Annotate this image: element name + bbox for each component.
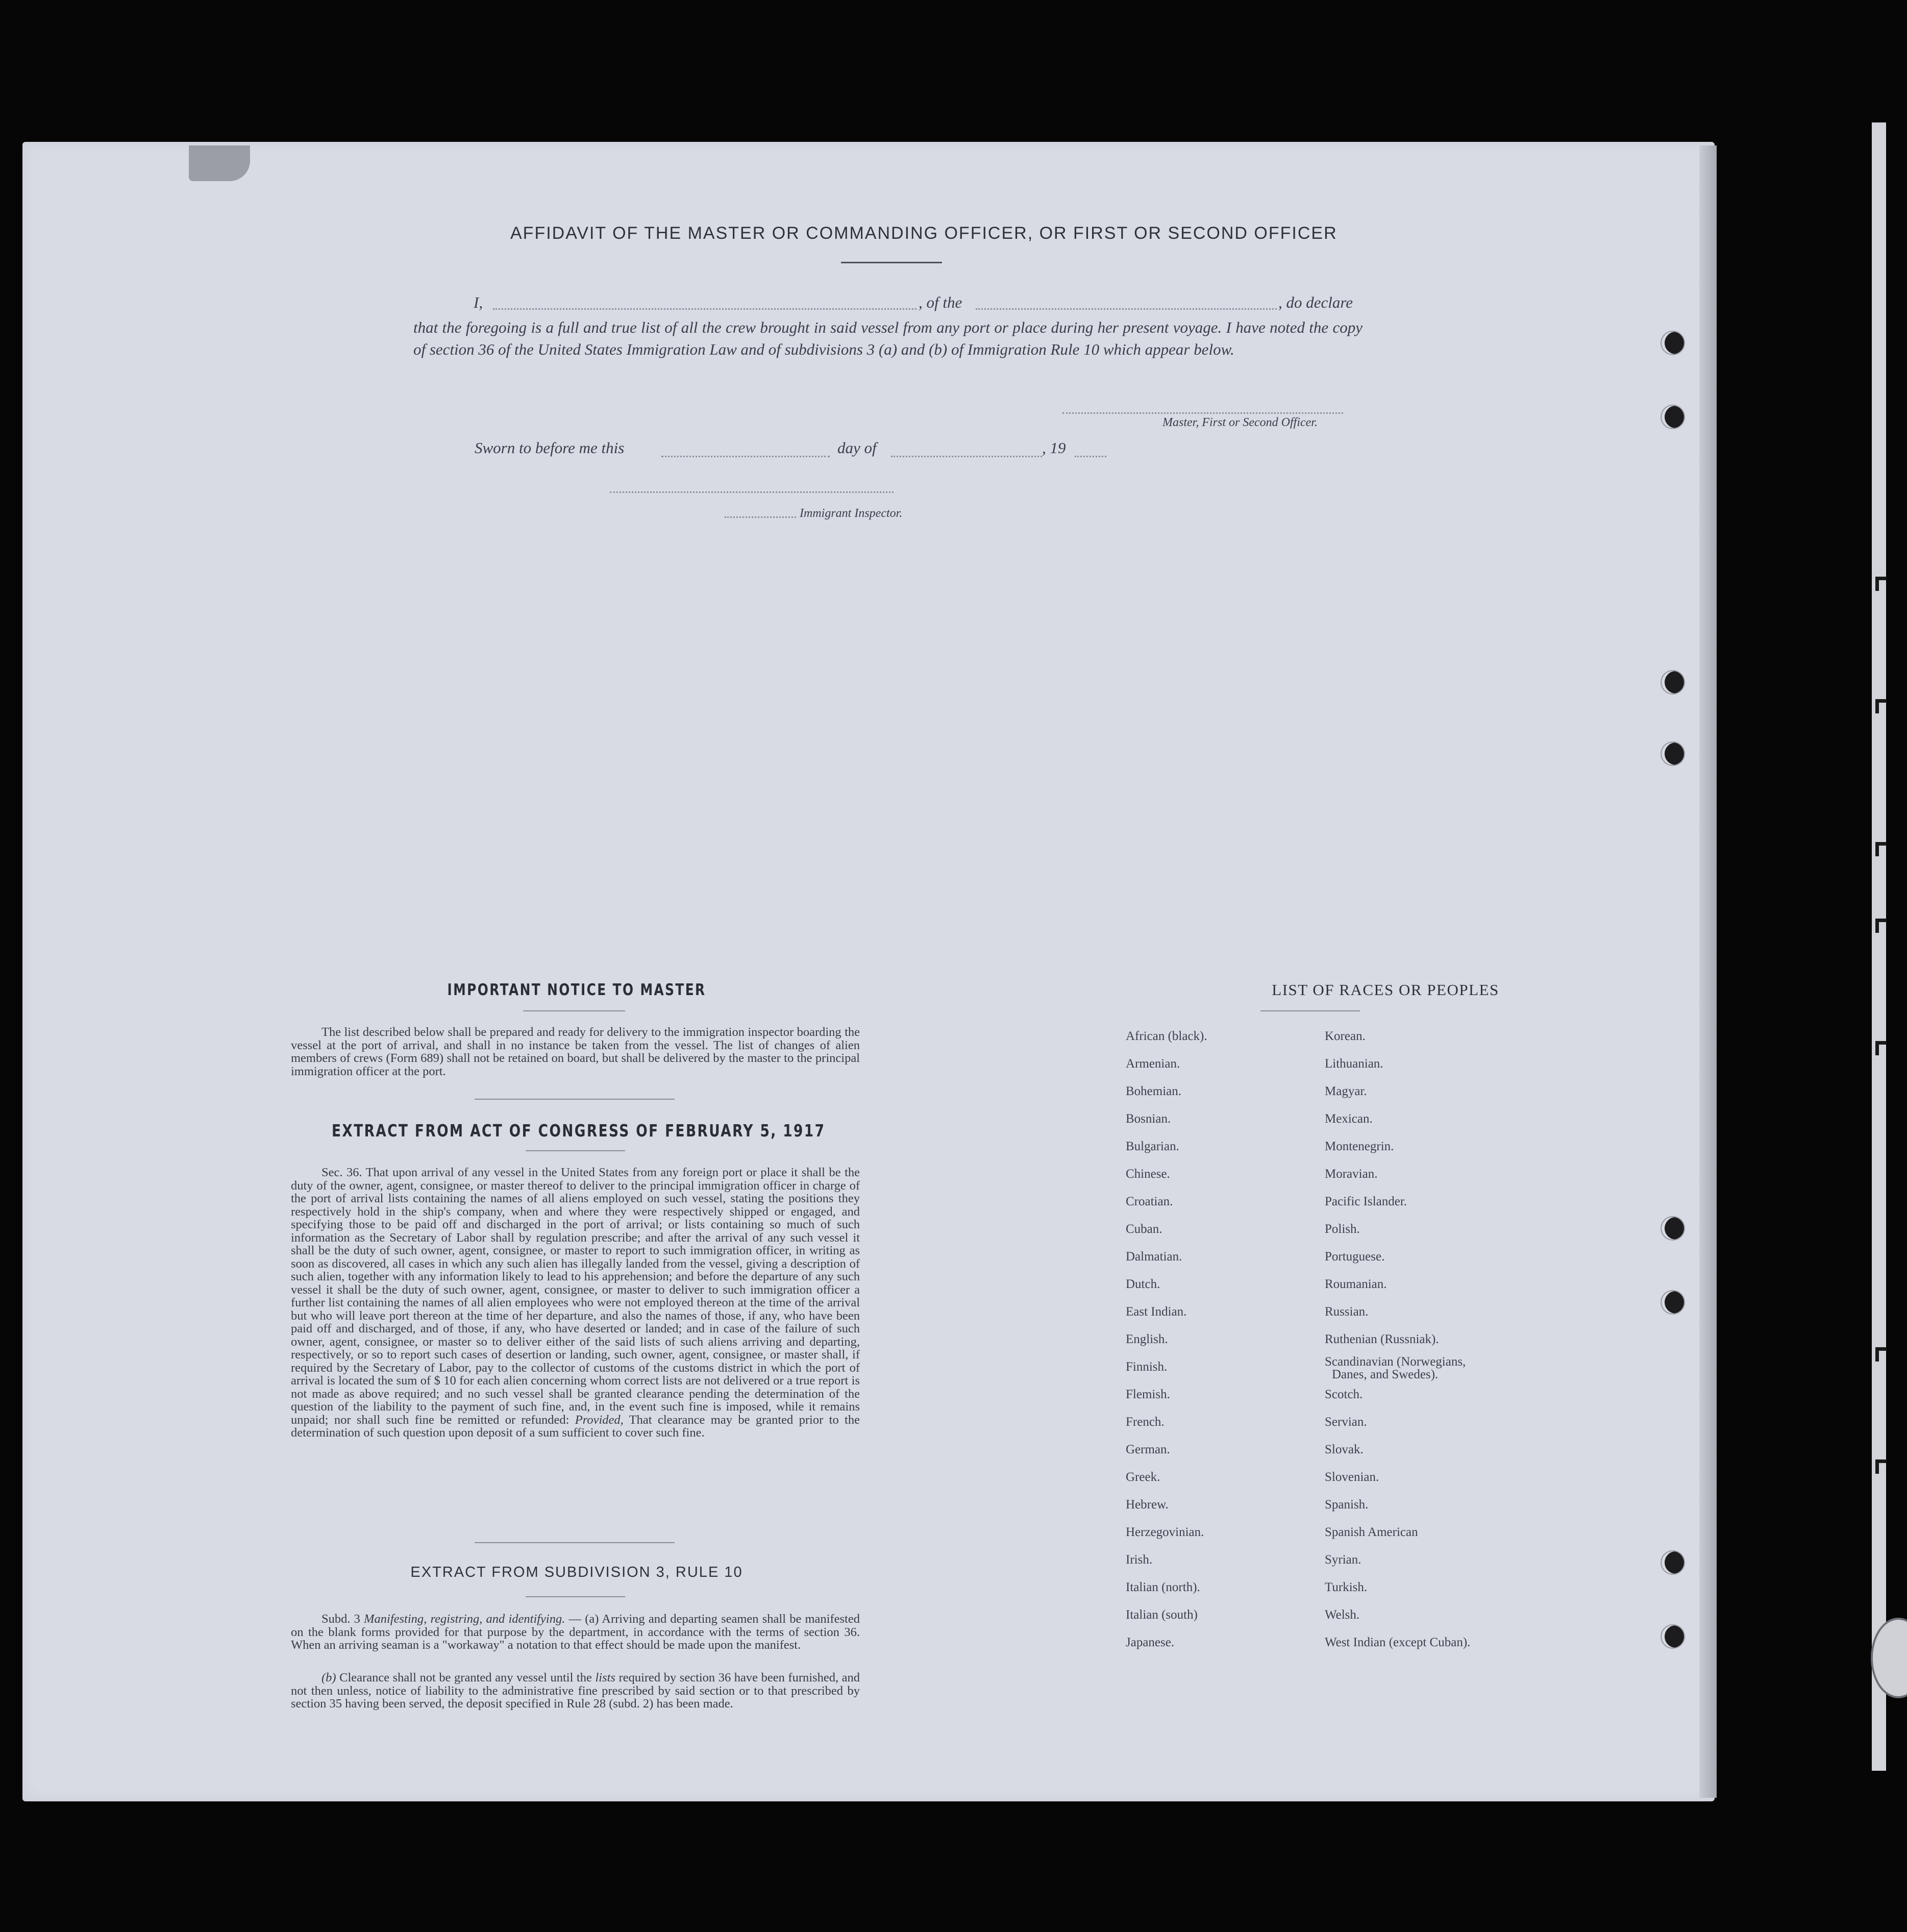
race-item-continuation: Danes, and Swedes). — [1332, 1368, 1439, 1381]
inspector-label: Immigrant Inspector. — [800, 507, 903, 520]
race-item: Roumanian. — [1325, 1277, 1387, 1291]
act-title: EXTRACT FROM ACT OF CONGRESS OF FEBRUARY 5, 1917 — [332, 1121, 826, 1141]
vessel-blank[interactable] — [976, 308, 1277, 310]
adjacent-page-strip — [1872, 122, 1886, 1771]
race-item: Scotch. — [1325, 1388, 1363, 1401]
race-item: English. — [1126, 1332, 1168, 1346]
adjacent-page-mark — [1875, 842, 1887, 856]
race-item: Korean. — [1325, 1029, 1366, 1043]
punch-hole — [1662, 671, 1684, 693]
race-item: Greek. — [1126, 1470, 1160, 1484]
race-item: Montenegrin. — [1325, 1140, 1394, 1153]
notice-rule — [523, 1010, 625, 1011]
punch-hole — [1662, 332, 1684, 354]
punch-hole — [1662, 406, 1684, 428]
sworn-text: Sworn to before me this — [475, 439, 625, 457]
race-item: Croatian. — [1126, 1195, 1173, 1208]
race-item: Cuban. — [1126, 1222, 1162, 1236]
race-item: Flemish. — [1126, 1388, 1170, 1401]
officer-signature-blank[interactable] — [1062, 412, 1343, 414]
adjacent-page-mark — [1875, 1347, 1887, 1361]
rule-text-a — [291, 1613, 860, 1652]
race-item: Turkish. — [1325, 1580, 1368, 1594]
race-item: Ruthenian (Russniak). — [1325, 1332, 1439, 1346]
race-item: Syrian. — [1325, 1553, 1361, 1567]
race-item: Scandinavian (Norwegians, — [1325, 1355, 1466, 1369]
subd-heading: Manifesting, registring, and identifying. — [364, 1612, 565, 1626]
sworn-year-prefix: , 19 — [1042, 439, 1066, 457]
title-rule — [841, 262, 942, 263]
race-item: Italian (south) — [1126, 1608, 1198, 1622]
race-item: Bosnian. — [1126, 1112, 1171, 1126]
affidavit-do-declare: , do declare — [1278, 293, 1353, 311]
race-item: Bohemian. — [1126, 1084, 1182, 1098]
race-item: Armenian. — [1126, 1057, 1180, 1071]
name-blank[interactable] — [493, 308, 917, 310]
punch-hole — [1662, 1625, 1684, 1648]
act-text — [291, 1166, 860, 1440]
race-item: Slovenian. — [1325, 1470, 1379, 1484]
race-item: Spanish. — [1325, 1498, 1369, 1512]
punch-hole — [1662, 742, 1684, 765]
race-item: Magyar. — [1325, 1084, 1367, 1098]
affidavit-body: that the foregoing is a full and true list of all the crew brought in said vessel from any port or place during her present voyage. I have noted the copy of section 36 of the United States Immigration Law and of subdivisions 3 (a) and (b) of Immigration Rule 10 which appear below. — [413, 318, 1363, 358]
race-item: Mexican. — [1325, 1112, 1373, 1126]
adjacent-page-mark — [1875, 919, 1887, 933]
race-item: Irish. — [1126, 1553, 1153, 1567]
subd-a-prefix: — (a) — [568, 1612, 599, 1626]
race-item: Russian. — [1325, 1305, 1369, 1319]
punch-hole — [1662, 1551, 1684, 1574]
race-item: Hebrew. — [1126, 1498, 1169, 1512]
act-body-end: That clearance may be granted prior to the determination of such question upon deposit of a sum sufficient to cover such fine. — [291, 1413, 860, 1440]
subd-b-prefix: (b) — [321, 1671, 336, 1685]
adjacent-page-mark — [1875, 1459, 1887, 1474]
race-item: Welsh. — [1325, 1608, 1360, 1622]
race-item: Lithuanian. — [1325, 1057, 1383, 1071]
rule-title: EXTRACT FROM SUBDIVISION 3, RULE 10 — [410, 1564, 743, 1580]
adjacent-page-mark — [1875, 577, 1887, 591]
race-item: Dalmatian. — [1126, 1250, 1182, 1264]
section-divider — [475, 1099, 675, 1100]
page-edge — [1699, 145, 1717, 1798]
race-item: Pacific Islander. — [1325, 1195, 1407, 1208]
punch-hole — [1662, 1291, 1684, 1314]
affidavit-of-the: , of the — [919, 293, 962, 311]
subd-b-lists: lists — [595, 1671, 615, 1685]
sec-36-label: Sec. 36. — [321, 1166, 362, 1179]
affidavit-title: AFFIDAVIT OF THE MASTER OR COMMANDING OFFICER, OR FIRST OR SECOND OFFICER — [510, 224, 1338, 243]
race-item: Chinese. — [1126, 1167, 1170, 1181]
race-item: Dutch. — [1126, 1277, 1160, 1291]
race-item: Bulgarian. — [1126, 1140, 1179, 1153]
subd-b-rest: required by section 36 have been furnished, and not then unless, notice of liability to the administrative fine prescribed by said section or to that prescribed by section 35 having been served, the deposit specified in Rule 28 (subd. 2) has been made. — [291, 1671, 860, 1711]
race-item: Japanese. — [1126, 1636, 1175, 1649]
act-body: That upon arrival of any vessel in the United States from any foreign port or place it shall be the duty of the owner, agent, consignee, or master thereof to deliver to the principal immigration officer in charge of the port of arrival lists containing the names of all aliens employed on such vessel, stating the positions they respectively hold in the ship's company, when and where they were respectively shipped or engaged, and specifying those to be paid off and discharged in the port of arrival; or lists containing so much of such information as the Secretary of Labor shall by regulation prescribe; and after the arrival of any such vessel it shall be the duty of such owner, agent, consignee, or master to report to such immigration officer, in writing as soon as discovered, all cases in which any such alien has illegally landed from the vessel, giving a description of such alien, together with any information likely to lead to his apprehension; and before the departure of any such vessel it shall be the duty of such owner, agent, consignee, or master to deliver to such immigration officer a further list containing the names of all alien employees who were not employed thereon at the time of the arrival but who will leave port thereon at the time of her departure, and also the names of those, if any, who have been paid off and discharged, and of those, if any, who have deserted or landed; and in case of the failure of such owner, agent, consignee, or master so to deliver either of the said lists of such aliens arriving and departing, respectively, or so to report such cases of desertion or landing, such owner, agent, consignee, or master shall, if required by the Secretary of Labor, pay to the collector of customs of the customs district in which the port of arrival is located the sum of $ 10 for each alien concerning whom correct lists are not delivered or a true report is not made as above required; and no such vessel shall be granted clearance pending the determination of the question of the liability to the payment of such fine, and, in the event such fine is imposed, while it remains unpaid; nor shall such fine be remitted or refunded: — [291, 1166, 860, 1427]
race-item: East Indian. — [1126, 1305, 1187, 1319]
race-item: Moravian. — [1325, 1167, 1378, 1181]
race-item: Slovak. — [1325, 1443, 1364, 1456]
rule-rule — [526, 1596, 625, 1597]
races-title: LIST OF RACES OR PEOPLES — [1272, 981, 1499, 999]
race-item: Polish. — [1325, 1222, 1360, 1236]
inspector-signature-blank[interactable] — [610, 491, 894, 493]
subd-a-text: Arriving and departing seamen shall be manifested on the blank forms provided for that purpose by the department, in accordance with the terms of section 36. When an arriving seaman is a "workaway" a notation to that effect should be made upon the manifest. — [291, 1612, 860, 1652]
inspector-blank-lead — [725, 516, 796, 518]
sworn-month-blank[interactable] — [891, 456, 1042, 457]
adjacent-page-mark — [1875, 699, 1887, 713]
officer-signature-label: Master, First or Second Officer. — [1162, 416, 1318, 429]
rule-text-b — [291, 1671, 860, 1711]
subd-b-text: Clearance shall not be granted any vessel until the — [339, 1671, 592, 1685]
adjacent-page-mark — [1875, 1041, 1887, 1055]
act-provided: Provided, — [575, 1413, 624, 1427]
race-item: Finnish. — [1126, 1360, 1168, 1374]
punch-hole — [1662, 1217, 1684, 1240]
document-page — [22, 142, 1715, 1801]
page-corner-mark — [189, 145, 250, 181]
race-item: Italian (north). — [1126, 1580, 1200, 1594]
sworn-day-blank[interactable] — [661, 456, 830, 457]
notice-title: IMPORTANT NOTICE TO MASTER — [447, 981, 706, 999]
races-rule — [1260, 1010, 1360, 1011]
affidavit-i: I, — [474, 293, 483, 311]
race-item: Portuguese. — [1325, 1250, 1385, 1264]
race-item: French. — [1126, 1415, 1165, 1429]
race-item: West Indian (except Cuban). — [1325, 1636, 1471, 1649]
race-item: African (black). — [1126, 1029, 1207, 1043]
act-rule — [526, 1150, 625, 1151]
race-item: Spanish American — [1325, 1525, 1418, 1539]
race-item: Herzegovinian. — [1126, 1525, 1204, 1539]
sworn-year-blank[interactable] — [1075, 456, 1106, 457]
notice-text: The list described below shall be prepared and ready for delivery to the immigration inspector boarding the vessel at the port of arrival, and shall in no instance be taken from the vessel. The list of changes of alien members of crews (Form 689) shall not be retained on board, but shall be delivered by the master to the principal immigration officer at the port. — [291, 1025, 860, 1078]
subd-label: Subd. 3 — [321, 1612, 360, 1626]
race-item: German. — [1126, 1443, 1170, 1456]
sworn-day-of: day of — [837, 439, 877, 457]
section-divider — [475, 1542, 675, 1543]
race-item: Servian. — [1325, 1415, 1367, 1429]
